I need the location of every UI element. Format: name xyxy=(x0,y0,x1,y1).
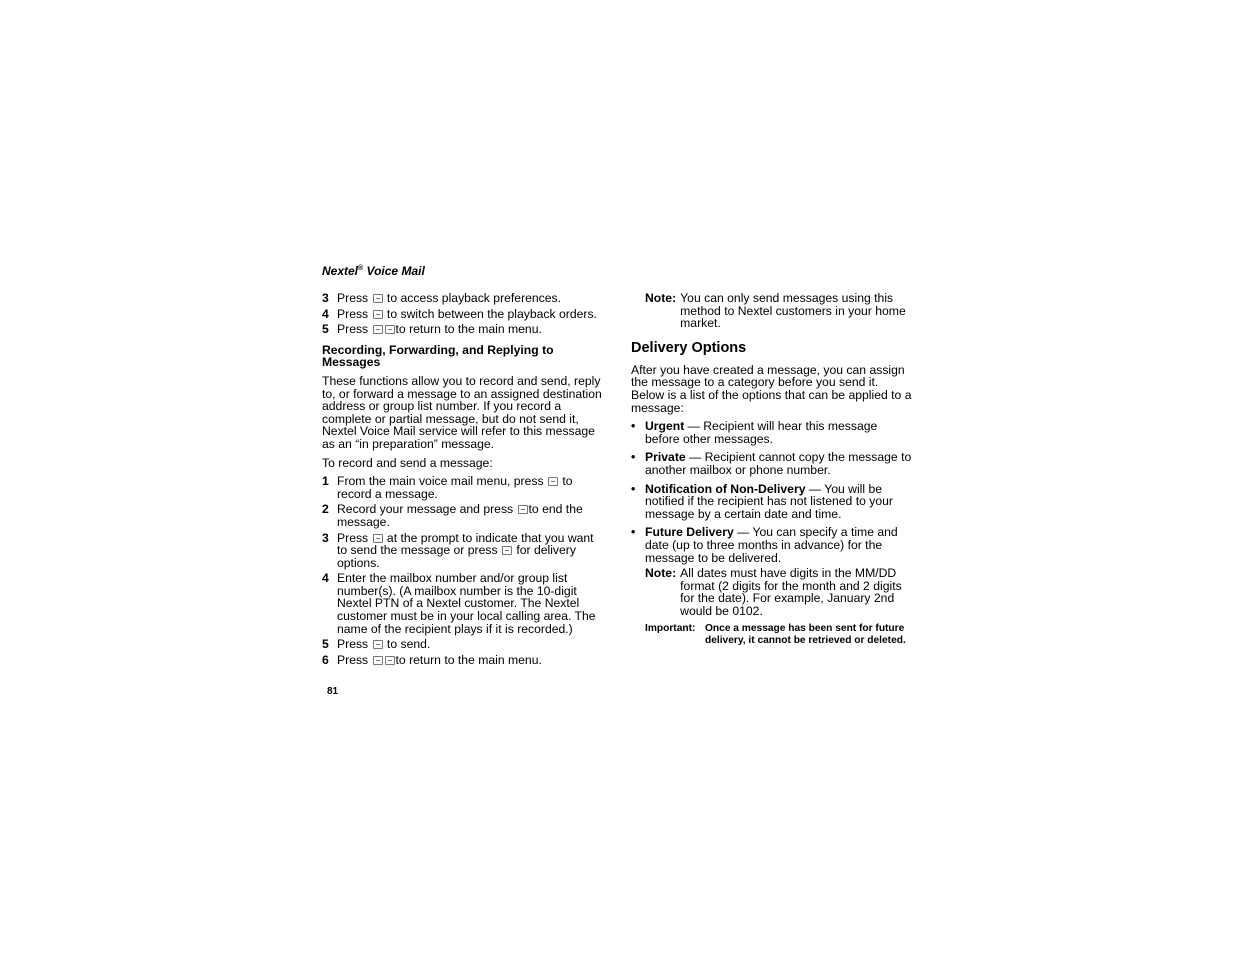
option-term: Urgent xyxy=(645,419,685,434)
8-key-icon xyxy=(373,534,383,543)
step-text: to record a message. xyxy=(337,474,573,501)
step-item xyxy=(322,532,607,570)
step-text: From the main voice mail menu, press xyxy=(337,474,547,489)
registered-mark: ® xyxy=(358,265,364,272)
playback-steps xyxy=(322,292,607,336)
option-desc: — You can specify a time and date (up to three months in advance) for the message to be delivered. xyxy=(645,525,898,565)
note-body: You can only send messages using this method to Nextel customers in your home market. xyxy=(680,291,906,331)
delivery-options-heading: Delivery Options xyxy=(631,339,747,356)
star-key-icon xyxy=(373,656,383,665)
record-steps xyxy=(322,475,607,666)
1-key-icon xyxy=(373,310,383,319)
step-item xyxy=(322,323,607,336)
step-text: Press xyxy=(337,652,372,667)
step-number: 3 xyxy=(322,291,329,305)
step-text: Enter the mailbox number and/or group list number(s). (A mailbox number is the 10-digit Nextel PTN of a Nextel customer. The Nextel customer must be in your local calling area. The name of the recipient plays if it is recorded.) xyxy=(337,571,596,636)
step-text: for delivery options. xyxy=(337,543,576,570)
list-item xyxy=(631,483,913,521)
list-item xyxy=(631,420,913,445)
step-text: to access playback preferences. xyxy=(383,291,562,305)
step-item xyxy=(322,572,607,635)
bullet-icon: • xyxy=(631,481,636,496)
bullet-icon: • xyxy=(631,525,636,540)
list-item xyxy=(631,526,913,564)
option-term: Private xyxy=(645,450,686,465)
step-text: at the prompt to indicate that you want to send the message or press xyxy=(337,530,594,558)
running-head-title: Voice Mail xyxy=(363,264,425,278)
option-term: Notification of Non-Delivery xyxy=(645,481,806,496)
step-item xyxy=(322,308,607,321)
left-column xyxy=(322,292,607,669)
5-key-icon xyxy=(502,546,512,555)
step-text: Record your message and press xyxy=(337,502,517,517)
option-term: Future Delivery xyxy=(645,525,734,540)
note-dates xyxy=(645,567,913,617)
step-number: 2 xyxy=(322,502,329,517)
important-label: Important: xyxy=(645,623,696,635)
note-label: Note: xyxy=(645,566,677,581)
note-body: All dates must have digits in the MM/DD format (2 digits for the month and 2 digits for the date). For example, January 2nd would be 0102. xyxy=(680,566,902,618)
step-number: 5 xyxy=(322,322,329,337)
2-key-icon xyxy=(373,294,383,303)
step-item xyxy=(322,503,607,528)
star-key-icon xyxy=(385,656,395,665)
step-text: to return to the main menu. xyxy=(395,652,542,667)
step-item xyxy=(322,654,607,667)
important-notice xyxy=(645,623,913,647)
bullet-icon: • xyxy=(631,450,636,465)
option-desc: — You will be notified if the recipient has not listened to your message by a certain date and time. xyxy=(645,481,893,521)
page-number: 81 xyxy=(327,686,339,697)
step-text: Press xyxy=(337,637,372,652)
step-text: to send. xyxy=(383,637,431,652)
step-text: Press xyxy=(337,291,372,305)
step-text: to end the message. xyxy=(337,502,583,529)
list-item xyxy=(631,451,913,476)
pound-key-icon xyxy=(518,505,528,514)
record-lead: To record and send a message: xyxy=(322,455,493,470)
step-number: 3 xyxy=(322,530,329,545)
running-head-brand: Nextel xyxy=(322,264,359,278)
step-number: 5 xyxy=(322,637,329,652)
step-text: to return to the main menu. xyxy=(395,322,542,337)
note-send xyxy=(645,292,913,330)
2-key-icon xyxy=(548,477,558,486)
note-label: Note: xyxy=(645,291,677,305)
section-heading: Recording, Forwarding, and Replying to Messages xyxy=(322,342,554,370)
delivery-options-list xyxy=(631,420,913,564)
step-text: to switch between the playback orders. xyxy=(383,306,597,321)
step-number: 6 xyxy=(322,652,329,667)
step-text: Press xyxy=(337,322,372,337)
step-item xyxy=(322,475,607,500)
intro-paragraph: These functions allow you to record and send, reply to, or forward a message to an assigned destination address or group list number. If you record a complete or partial message, but do not send it, Nextel Voice Mail service will refer to this message as an “in preparation” message. xyxy=(322,373,602,451)
option-desc: — Recipient cannot copy the message to another mailbox or phone number. xyxy=(645,450,912,477)
step-number: 1 xyxy=(322,474,329,489)
running-head xyxy=(322,263,425,278)
step-text: Press xyxy=(337,530,372,545)
important-body: Once a message has been sent for future delivery, it cannot be retrieved or deleted. xyxy=(705,623,906,647)
step-number: 4 xyxy=(322,306,329,321)
step-text: Press xyxy=(337,306,372,321)
star-key-icon xyxy=(385,325,395,334)
step-item xyxy=(322,638,607,651)
step-item xyxy=(322,292,607,305)
bullet-icon: • xyxy=(631,419,636,434)
right-column xyxy=(631,292,913,647)
star-key-icon xyxy=(373,325,383,334)
delivery-intro: After you have created a message, you can assign the message to a category before you send it. Below is a list of the options that can be applied to a message: xyxy=(631,362,912,415)
option-desc: — Recipient will hear this message before other messages. xyxy=(645,419,878,446)
pound-key-icon xyxy=(373,640,383,649)
step-number: 4 xyxy=(322,571,329,586)
